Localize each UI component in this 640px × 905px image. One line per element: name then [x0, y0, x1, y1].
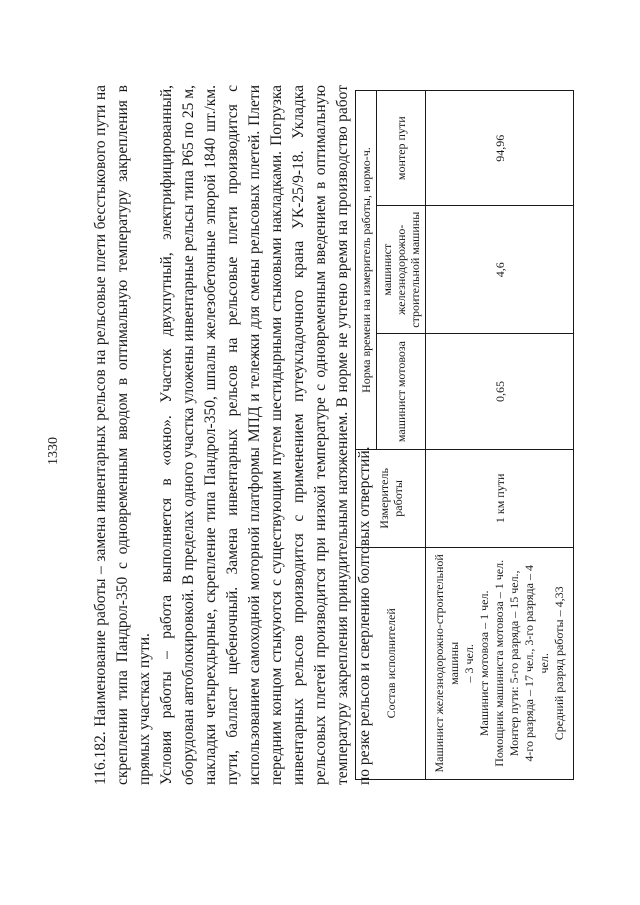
staff-line: Машинист мотовоза – 1 чел.	[477, 590, 491, 737]
work-title-paragraph: 116.182. Наименование работы – замена инвентарных рельсов на рельсовые плети бесстыкового пути на скреплении типа Пандрол-350 с одновременным вводом в оптимальную температуру закрепления в прямых участках пути.	[92, 85, 153, 785]
header-track-worker: монтер пути	[377, 91, 426, 206]
machine-norm-cell: 4,6	[426, 206, 574, 334]
staff-composition-cell	[426, 547, 574, 779]
time-norms-table	[355, 90, 574, 780]
work-description	[90, 85, 376, 785]
header-staff: Состав исполнителей	[356, 547, 426, 779]
staff-line: Машинист железнодорожно-строительной машины	[432, 554, 461, 773]
header-motovoz: машинист мотовоза	[377, 333, 426, 449]
table-header-row	[356, 91, 377, 780]
motovoz-norm-cell: 0,65	[426, 333, 574, 449]
staff-line: – 3 чел.	[462, 644, 476, 683]
table-row	[426, 91, 574, 780]
page-number: 1330	[46, 437, 61, 465]
staff-line: Помощник машиниста мотовоза – 1 чел.	[492, 559, 506, 767]
header-norm: Норма времени на измеритель работы, нормо-ч.	[356, 91, 377, 450]
header-unit: Измеритель работы	[356, 450, 426, 548]
staff-line: Монтер пути: 5-го разряда – 15 чел.,	[507, 570, 521, 757]
track-norm-cell: 94,96	[426, 91, 574, 206]
unit-cell: 1 км пути	[426, 450, 574, 548]
work-conditions-paragraph: Условия работы – работа выполняется в «окно». Участок двухпутный, электрифицированный, оборудован автоблокировкой. В пределах одного участка уложены инвентарные рельсы типа Р65 по 25 м, накладки четырехдырные, скрепление типа Пандрол-350, шпалы железобетонные эпюрой 1840 шт./км. пути, балласт щебеночный. Замена инвентарных рельсов на рельсовые плети производится с использованием самоходной моторной платформы МПД и тележки для смены рельсовых плетей. Плети передним концом стыкуются с существующим путем шестидырными стыковыми накладками. Погрузка инвентарных рельсов производится с применением путеукладочного крана УК-25/9-18. Укладка рельсовых плетей производится при низкой температуре с одновременным введением в оптимальную температуру закрепления принудительным натяжением. В норме не учтено время на производство работ по резке рельсов и сверлению болтовых отверстий.	[158, 85, 373, 785]
staff-line: Средний разряд работы – 4,33	[552, 586, 566, 741]
header-machine-operator: машинист железнодорожно-строительной машины	[377, 206, 426, 334]
staff-line: 4-го разряда – 17 чел., 3-го разряда – 4 чел.	[522, 565, 551, 762]
